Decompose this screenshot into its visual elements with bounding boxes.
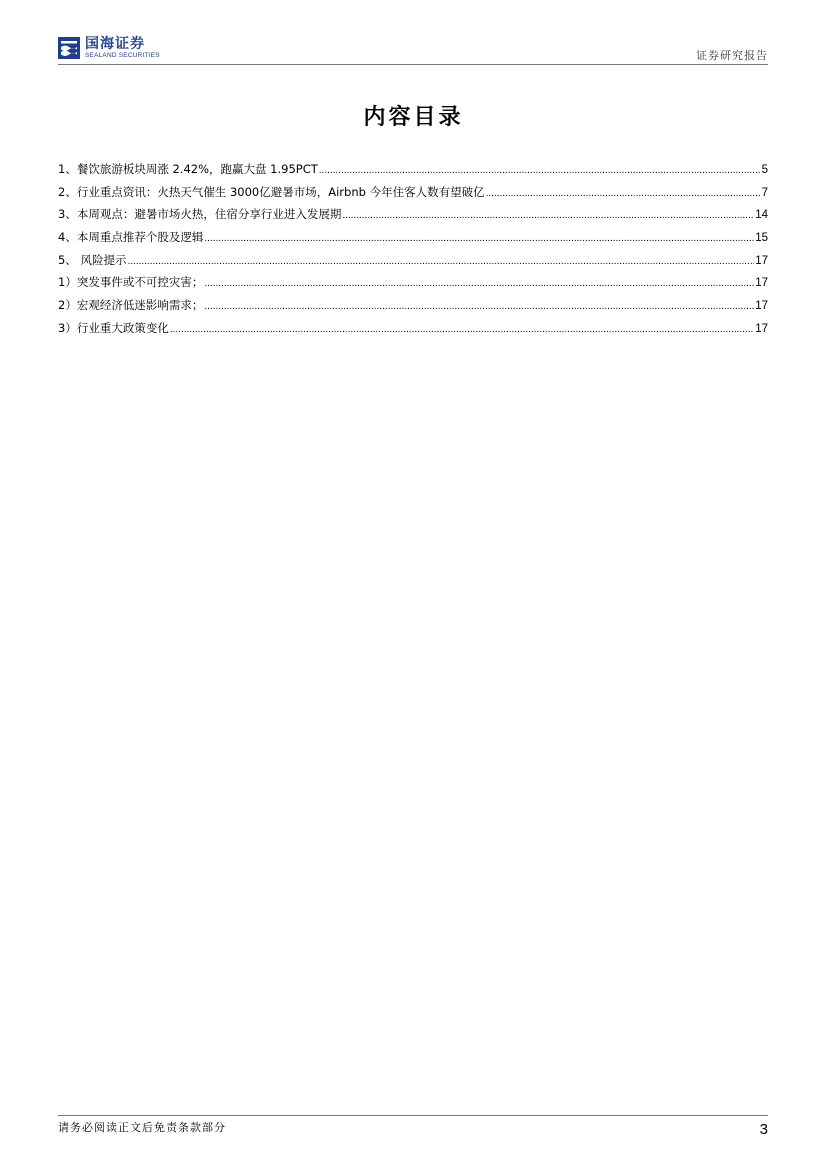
company-logo bbox=[58, 36, 198, 62]
toc-leader-dots bbox=[319, 158, 761, 183]
page-header bbox=[58, 36, 768, 65]
toc-leader-dots bbox=[204, 226, 754, 251]
toc-entry[interactable] bbox=[58, 249, 768, 272]
page-footer bbox=[58, 1115, 768, 1156]
toc-entry-page: 7 bbox=[761, 186, 768, 199]
logo-english-name: SEALAND SECURITIES bbox=[85, 52, 160, 59]
sealand-logo-icon bbox=[58, 37, 80, 59]
toc-leader-dots bbox=[204, 294, 754, 319]
disclaimer-note: 请务必阅读正文后免责条款部分 bbox=[58, 1121, 226, 1134]
toc-entry-text: 3、本周观点：避暑市场火热，住宿分享行业进入发展期 bbox=[58, 207, 342, 222]
toc-subentry[interactable] bbox=[58, 317, 768, 340]
toc-entry[interactable] bbox=[58, 203, 768, 226]
toc-leader-dots bbox=[204, 271, 754, 296]
toc-entry-page: 14 bbox=[755, 209, 768, 222]
toc-entry[interactable] bbox=[58, 226, 768, 249]
toc-entry-text: 1）突发事件或不可控灾害； bbox=[58, 275, 204, 290]
report-type-label: 证券研究报告 bbox=[696, 49, 768, 62]
toc-entry-page: 17 bbox=[755, 322, 768, 335]
toc-entry-page: 17 bbox=[755, 300, 768, 313]
toc-leader-dots bbox=[486, 181, 761, 206]
toc-subentry[interactable] bbox=[58, 294, 768, 317]
toc-entry-text: 2、行业重点资讯：火热天气催生 3000亿避暑市场，Airbnb 今年住客人数有望破亿 bbox=[58, 184, 485, 199]
toc-entry-text: 4、本周重点推荐个股及逻辑 bbox=[58, 230, 204, 245]
toc-leader-dots bbox=[170, 317, 754, 342]
toc-entry-text: 5、 风险提示 bbox=[58, 252, 127, 267]
toc-entry-text: 1、餐饮旅游板块周涨 2.42%，跑赢大盘 1.95PCT bbox=[58, 162, 318, 176]
toc-entry[interactable] bbox=[58, 158, 768, 181]
toc-entry-text: 3）行业重大政策变化 bbox=[58, 320, 169, 335]
toc-entry[interactable] bbox=[58, 181, 768, 204]
toc-leader-dots bbox=[342, 203, 754, 228]
table-of-contents bbox=[58, 158, 768, 340]
toc-subentry[interactable] bbox=[58, 271, 768, 294]
toc-title: 内容目录 bbox=[363, 105, 464, 130]
toc-entry-page: 5 bbox=[761, 164, 768, 176]
toc-entry-page: 17 bbox=[755, 277, 768, 290]
toc-entry-page: 15 bbox=[755, 232, 768, 245]
toc-entry-page: 17 bbox=[755, 254, 768, 267]
toc-entry-text: 2）宏观经济低迷影响需求； bbox=[58, 298, 204, 313]
toc-leader-dots bbox=[127, 249, 754, 274]
logo-chinese-name: 国海证券 bbox=[85, 36, 145, 52]
page-number: 3 bbox=[759, 1121, 768, 1138]
